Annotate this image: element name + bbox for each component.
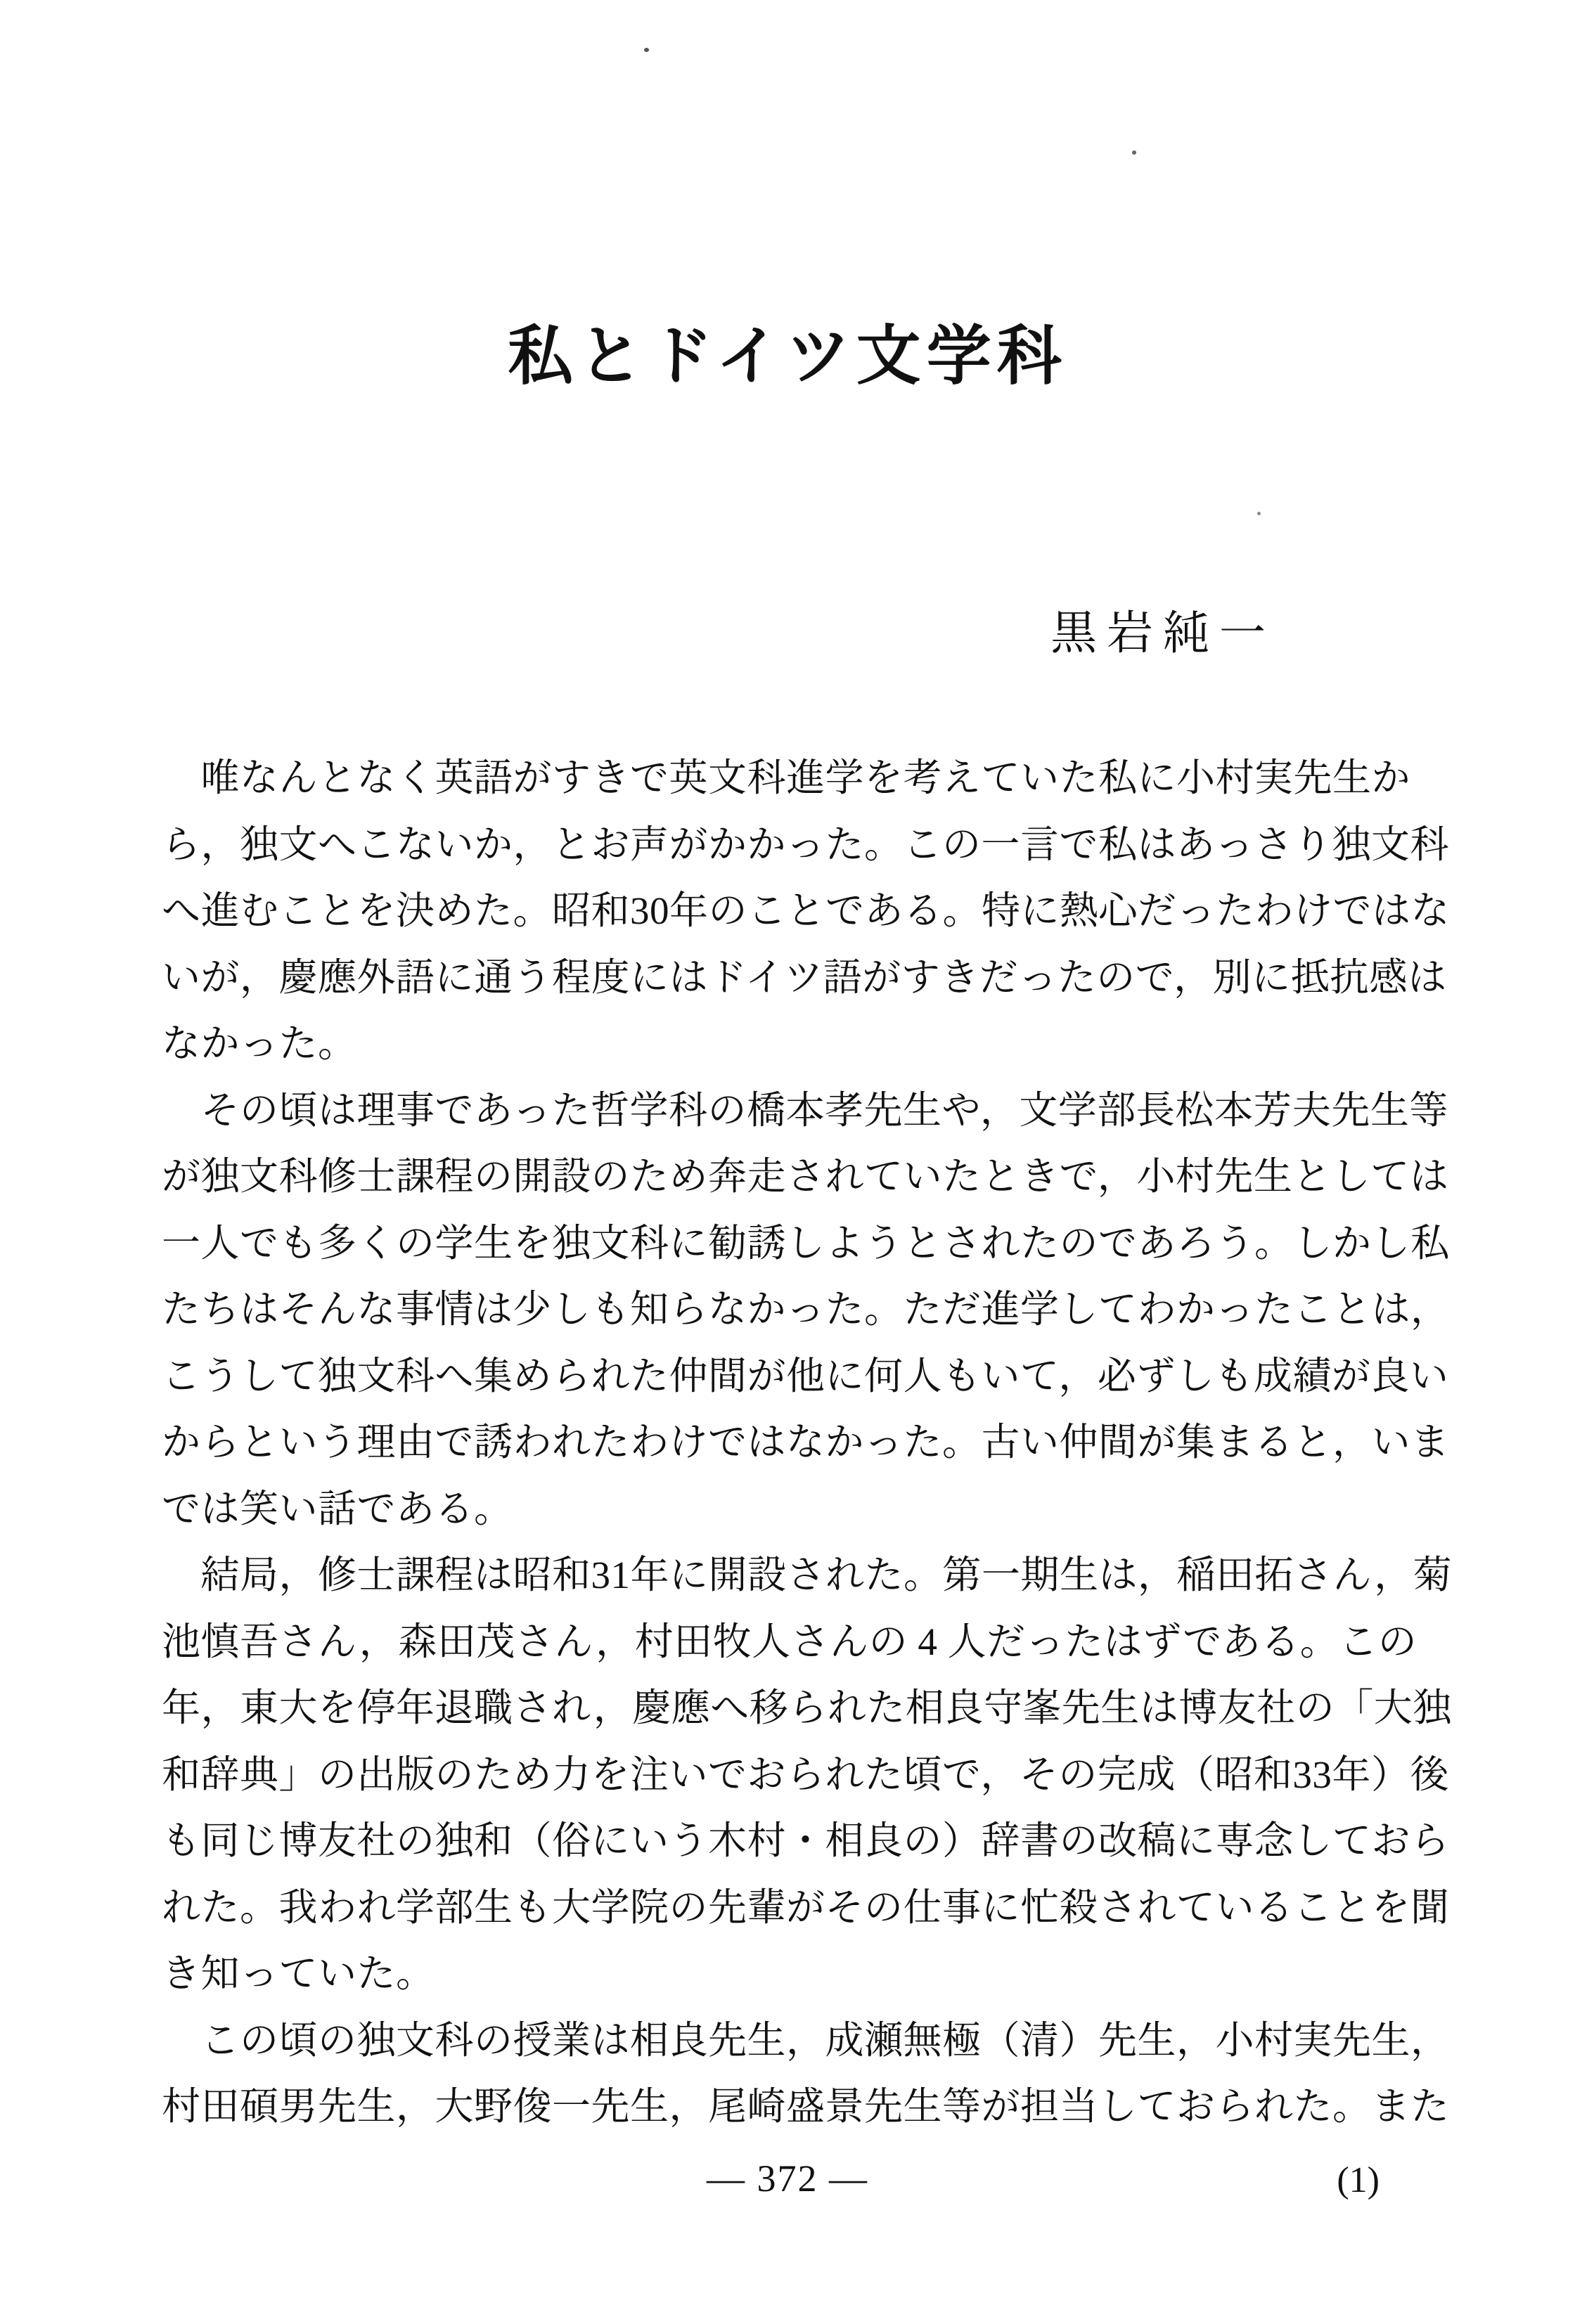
body-line: が独文科修士課程の開設のため奔走されていたときで，小村先生としては: [162, 1155, 1449, 1198]
body-line: 一人でも多くの学生を独文科に勧誘しようとされたのであろう。しかし私: [162, 1221, 1450, 1265]
body-line: 村田碩男先生，大野俊一先生，尾崎盛景先生等が担当しておられた。また: [162, 2085, 1450, 2128]
scan-artifact-dot: [644, 48, 649, 52]
body-line: たちはそんな事情は少しも知らなかった。ただ進学してわかったことは，: [162, 1288, 1450, 1331]
body-line: へ進むことを決めた。昭和30年のことである。特に熱心だったわけではな: [162, 889, 1451, 932]
body-line: き知っていた。: [162, 1952, 435, 1995]
page-number: — 372 —: [707, 2157, 868, 2200]
body-line: ら，独文へこないか，とお声がかかった。この一言で私はあっさり独文科: [162, 822, 1449, 866]
body-line: なかった。: [162, 1022, 357, 1065]
page-title: 私とドイツ文学科: [508, 321, 1067, 392]
body-line: 和辞典」の出版のため力を注いでおられた頃で，その完成（昭和33年）後: [162, 1752, 1449, 1796]
issue-number: (1): [1337, 2160, 1380, 2200]
body-line: 唯なんとなく英語がすきで英文科進学を考えていた私に小村実先生か: [162, 756, 1411, 799]
body-line: 池慎吾さん，森田茂さん，村田牧人さんの 4 人だったはずである。この: [162, 1620, 1418, 1663]
body-line: では笑い話である。: [162, 1487, 513, 1530]
author-name: 黒岩純一: [1050, 608, 1275, 659]
scan-artifact-dot: [1257, 512, 1261, 515]
body-line: 年，東大を停年退職され，慶應へ移られた相良守峯先生は博友社の「大独: [162, 1686, 1452, 1729]
body-line: れた。我われ学部生も大学院の先輩がその仕事に忙殺されていることを聞: [162, 1885, 1450, 1929]
body-line: からという理由で誘われたわけではなかった。古い仲間が集まると，いま: [162, 1421, 1450, 1464]
body-line: も同じ博友社の独和（俗にいう木村・相良の）辞書の改稿に専念しておら: [162, 1819, 1450, 1862]
body-line: こうして独文科へ集められた仲間が他に何人もいて，必ずしも成績が良い: [162, 1354, 1449, 1397]
scan-artifact-dot: [1132, 150, 1136, 155]
body-line: その頃は理事であった哲学科の橋本孝先生や，文学部長松本芳夫先生等: [162, 1088, 1448, 1132]
body-line: この頃の独文科の授業は相良先生，成瀬無極（清）先生，小村実先生，: [162, 2018, 1450, 2062]
body-text: [162, 745, 1453, 2141]
body-line: 結局，修士課程は昭和31年に開設された。第一期生は，稲田拓さん，菊: [162, 1554, 1453, 1596]
body-line: いが，慶應外語に通う程度にはドイツ語がすきだったので，別に抵抗感は: [162, 955, 1447, 999]
